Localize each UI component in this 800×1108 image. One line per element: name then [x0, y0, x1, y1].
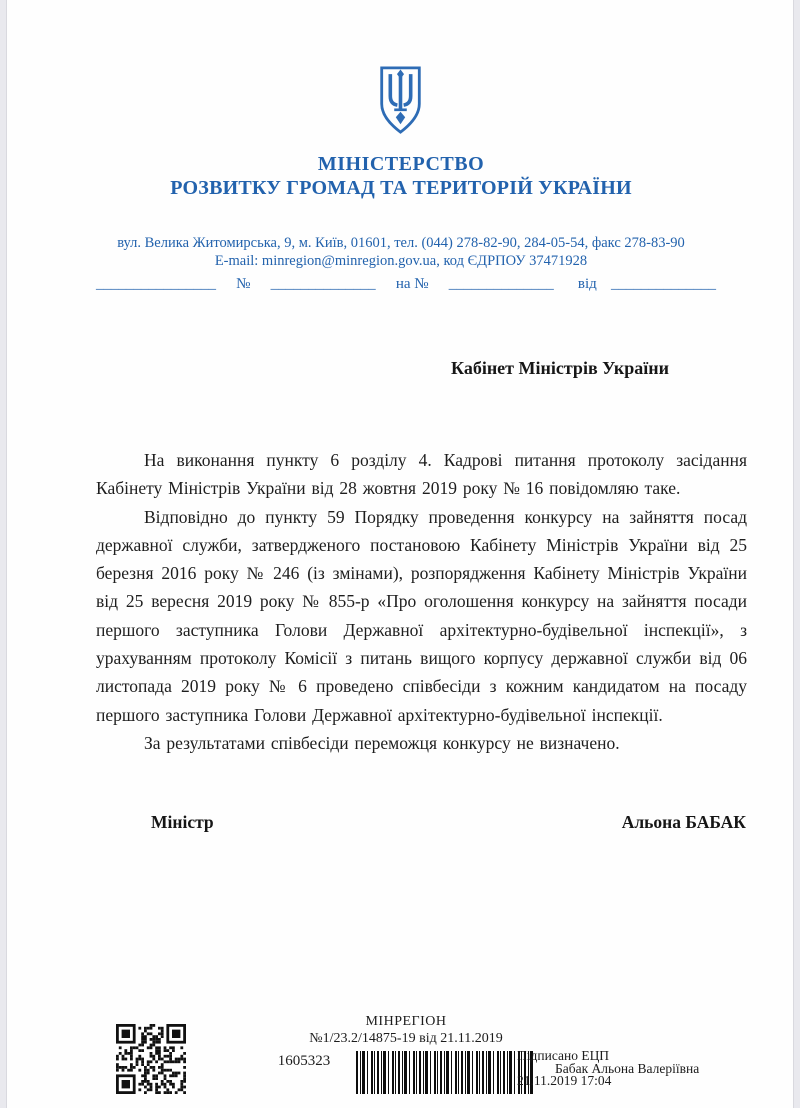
letter-body: [96, 446, 747, 757]
outgoing-date-blank: ________________: [96, 276, 216, 292]
ministry-address: вул. Велика Житомирська, 9, м. Київ, 01601, тел. (044) 278-82-90, 284-05-54, факс 278-83-90: [117, 235, 685, 251]
paragraph: Відповідно до пункту 59 Порядку проведення конкурсу на зайняття посад державної служби, затвердженого постановою Кабінету Міністрів України від 25 березня 2016 року № 246 (із змінами), розпорядження Кабінету Міністрів України від 25 вересня 2019 року № 855-р «Про оголошення конкурсу на зайняття посади першого заступника Голови Державної архітектурно-будівельної інспекції», з урахуванням протоколу Комісії з питань вищого корпусу державної служби від 06 листопада 2019 року № 6 проведено співбесіди з кожним кандидатом на посаду першого заступника Голови Державної архітектурно-будівельної інспекції.: [96, 506, 747, 725]
outgoing-number-blank: ______________: [270, 276, 376, 292]
signer-title: Міністр: [151, 812, 214, 832]
esignature-stamp: [517, 1050, 747, 1088]
signer-name: Альона БАБАК: [621, 812, 746, 832]
paragraph: На виконання пункту 6 розділу 4. Кадрові питання протоколу засідання Кабінету Міністрів України від 28 жовтня 2019 року № 16 повідомляю таке.: [96, 450, 747, 499]
reply-number-blank: ______________: [448, 276, 554, 292]
esign-datetime: 21.11.2019 17:04: [517, 1073, 612, 1088]
qr-code: [113, 1024, 189, 1094]
registry-org: МІНРЕГІОН: [365, 1014, 447, 1029]
paragraph: За результатами співбесіди переможця конкурсу не визначено.: [144, 732, 620, 753]
letter-page: [6, 0, 794, 1108]
document-code: 1605323: [277, 1053, 331, 1069]
addressee: Кабінет Міністрів України: [451, 358, 670, 378]
outgoing-number-label: №: [236, 276, 251, 292]
barcode: [356, 1051, 534, 1094]
ministry-email-line: E-mail: minregion@minregion.gov.ua, код ЄДРПОУ 37471928: [214, 253, 588, 269]
reply-date-label: від: [577, 276, 597, 292]
reference-line: [96, 276, 716, 293]
esign-label: Підписано ЕЦП: [517, 1048, 610, 1063]
ministry-name-line1: МІНІСТЕРСТВО: [317, 153, 485, 175]
ukraine-trident-icon: [7, 64, 793, 136]
esign-name: Бабак Альона Валеріївна: [555, 1060, 700, 1076]
signature-row: [96, 812, 746, 833]
registry-number: №1/23.2/14875-19 від 21.11.2019: [309, 1031, 503, 1046]
reply-number-label: на №: [395, 276, 429, 292]
ministry-name-line2: РОЗВИТКУ ГРОМАД ТА ТЕРИТОРІЙ УКРАЇНИ: [170, 177, 632, 199]
reply-date-blank: ______________: [610, 276, 716, 292]
